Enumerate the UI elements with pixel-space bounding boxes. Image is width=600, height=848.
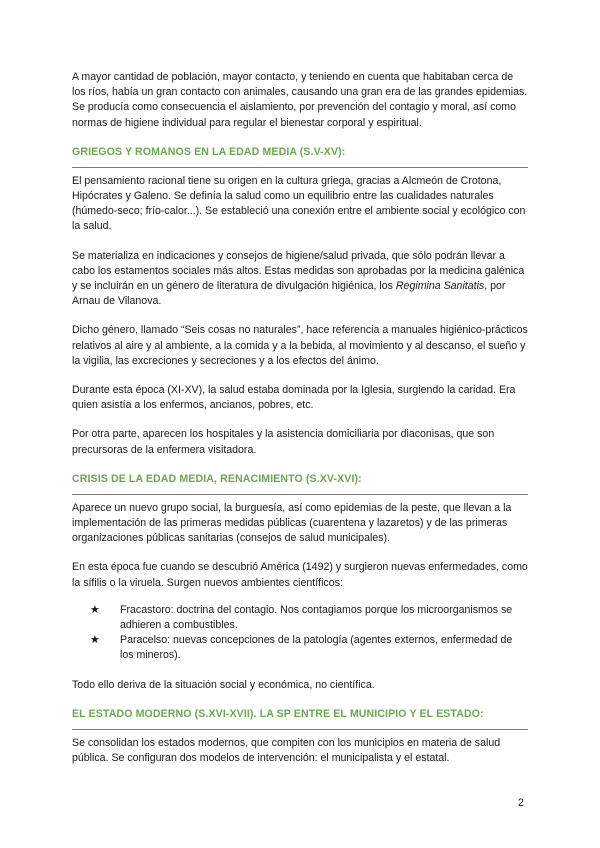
paragraph: El pensamiento racional tiene su origen en la cultura griega, gracias a Alcmeón de Crotona, Hipócrates y Galeno. Se definía la salud como un equilibrio entre las cualidades naturales (húmedo-seco; frío-calor...). Se estableció una conexión entre el ambiente social y ecológico con la salud. bbox=[72, 174, 526, 233]
section-heading: GRIEGOS Y ROMANOS EN LA EDAD MEDIA (S.V-XV): bbox=[72, 145, 346, 158]
paragraph bbox=[72, 249, 528, 310]
section-heading: EL ESTADO MODERNO (S.XVI-XVII). LA SP ENTRE EL MUNICIPIO Y EL ESTADO: bbox=[72, 707, 484, 720]
list-item-text: Paracelso: nuevas concepciones de la patología (agentes externos, enfermedad de los mineros). bbox=[120, 634, 513, 662]
intro-paragraph: A mayor cantidad de población, mayor contacto, y teniendo en cuenta que habitaban cerca de los ríos, había un gran contacto con animales, causando una gran era de las grandes epidemias. Se producía como consecuencia el aislamiento, por prevención del contagio y moral, así como normas de higiene individual para regular el bienestar corporal y espiritual. bbox=[72, 71, 528, 129]
paragraph: Aparece un nuevo grupo social, la burguesía, así como epidemias de la peste, que llevan a la implementación de las primeras medidas públicas (cuarentena y lazaretos) y de las primeras organizaciones públicas sanitarias (consejos de salud municipales). bbox=[72, 501, 512, 545]
section-heading: CRISIS DE LA EDAD MEDIA, RENACIMIENTO (S.XV-XVI): bbox=[72, 472, 362, 485]
document-page bbox=[72, 70, 528, 766]
section-griegos-romanos bbox=[72, 146, 528, 458]
list-item bbox=[90, 603, 528, 633]
list-item bbox=[90, 633, 528, 663]
section-divider bbox=[72, 729, 528, 730]
section-divider bbox=[72, 167, 528, 168]
paragraph: Dicho género, llamado “Seis cosas no naturales”, hace referencia a manuales higiénico-prácticos relativos al aire y al ambiente, a la comida y a la bebida, al movimiento y al descanso, el sueño y la vigilia, las excreciones y secreciones y a los efectos del ánimo. bbox=[72, 324, 528, 367]
paragraph: En esta época fue cuando se descubrió América (1492) y surgieron nuevas enfermedades, como la sífilis o la viruela. Surgen nuevos ambientes científicos: bbox=[72, 561, 528, 589]
paragraph-text: Se materializa en indicaciones y consejos de higiene/salud privada, que sólo podrán llevar a cabo los estamentos sociales más altos. Estas medidas son aprobadas por la medicina galénica y se incluirán en un género de literatura de divulgación higiénica, los bbox=[72, 249, 525, 293]
paragraph: Por otra parte, aparecen los hospitales y la asistencia domiciliaria por diaconisas, que son precursoras de la enfermera visitadora. bbox=[72, 428, 495, 456]
list-item-text: Fracastoro: doctrina del contagio. Nos contagiamos porque los microorganismos se adhieren a combustibles. bbox=[120, 603, 513, 632]
italic-title: Regimina Sanitatis bbox=[395, 280, 485, 293]
bullet-list bbox=[72, 603, 528, 664]
paragraph-text: , por Arnau de Vilanova. bbox=[72, 280, 506, 308]
paragraph: Todo ello deriva de la situación social y económica, no científica. bbox=[72, 678, 375, 691]
page-number: 2 bbox=[518, 797, 524, 809]
section-estado-moderno bbox=[72, 708, 528, 766]
section-divider bbox=[72, 494, 528, 495]
section-crisis-renacimiento bbox=[72, 473, 528, 693]
star-bullet-icon: ★ bbox=[90, 603, 100, 616]
paragraph: Durante esta época (XI-XV), la salud estaba dominada por la Iglesia, surgiendo la caridad. Era quien asistía a los enfermos, ancianos, pobres, etc. bbox=[72, 384, 516, 412]
paragraph: Se consolidan los estados modernos, que compiten con los municipios en materia de salud pública. Se configuran dos modelos de intervención: el municipalista y el estatal. bbox=[72, 736, 501, 765]
star-bullet-icon: ★ bbox=[90, 634, 100, 647]
